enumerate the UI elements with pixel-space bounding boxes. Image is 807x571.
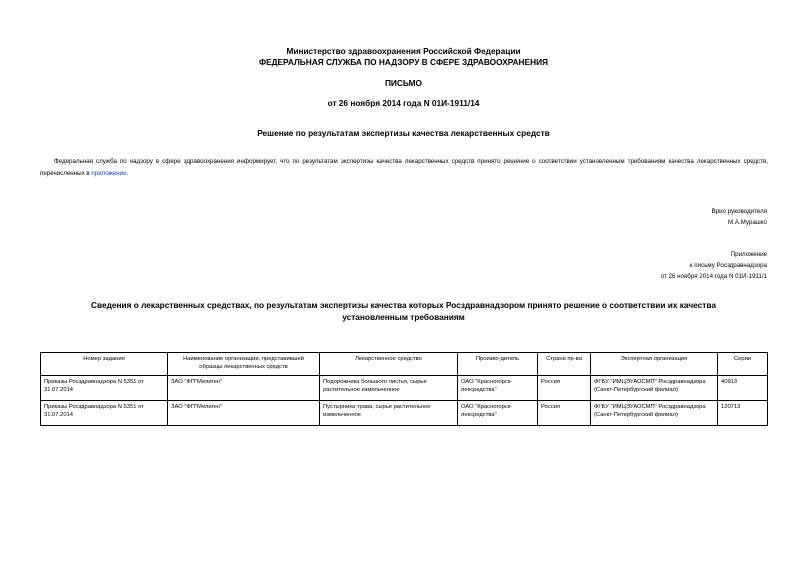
table-cell: ОАО "Красногорск-лексредства" xyxy=(458,376,538,401)
signatory-name: М.А.Мурашко xyxy=(727,219,767,226)
table-cell: ФГБУ "ИМЦЭУАОСМП" Росздравнадзора (Санкт-Петербургский филиал) xyxy=(591,401,718,426)
appendix-to-letter: к письму Росздравнадзора xyxy=(689,262,767,269)
table-cell: Россия xyxy=(538,376,591,401)
column-header: Страна пр-ва xyxy=(538,353,591,376)
column-header: Номер задания xyxy=(41,353,168,376)
table-cell: ФГБУ "ИМЦЭУАОСМП" Росздравнадзора (Санкт-Петербургский филиал) xyxy=(591,376,718,401)
letter-header xyxy=(0,46,807,68)
table-row xyxy=(41,401,768,426)
table-cell: Пустырника трава, сырье растительное измельченное xyxy=(320,401,458,426)
table-cell: ОАО "Красногорск-лексредства" xyxy=(458,401,538,426)
appendix-link[interactable]: приложении xyxy=(91,170,127,177)
table-cell: ЗАО "ФП"Мелиген" xyxy=(168,376,320,401)
signatory-position: Врио руководителя xyxy=(711,208,767,215)
letter-body xyxy=(40,156,768,180)
signature-block xyxy=(712,206,767,228)
appendix-title: Сведения о лекарственных средствах, по результатам экспертизы качества которых Росздравнадзором принято решение о соответствии их качества установленным требованиям xyxy=(91,300,716,322)
table-cell: 40913 xyxy=(718,376,768,401)
column-header: Экспертная организация xyxy=(591,353,718,376)
column-header: Произво-дитель xyxy=(458,353,538,376)
appendix-reference xyxy=(661,249,767,282)
ministry-name: Министерство здравоохранения Российской Федерации xyxy=(286,46,521,56)
table-cell: Приказы Росздравнадзора N 5351 от 31.07.2014 xyxy=(41,376,168,401)
document-subject: Решение по результатам экспертизы качества лекарственных средств xyxy=(257,128,550,138)
table-row xyxy=(41,376,768,401)
table-header-row xyxy=(41,353,768,376)
column-header: Наименование организации, представившей образцы лекарственных средств xyxy=(168,353,320,376)
column-header: Серии xyxy=(718,353,768,376)
document-type: ПИСЬМО xyxy=(384,78,423,88)
table-cell: Россия xyxy=(538,401,591,426)
appendix-date-number: от 26 ноября 2014 года N 01И-1911/1 xyxy=(660,273,767,280)
service-name: ФЕДЕРАЛЬНАЯ СЛУЖБА ПО НАДЗОРУ В СФЕРЕ ЗДРАВООХРАНЕНИЯ xyxy=(259,57,548,67)
table-cell: Приказы Росздравнадзора N 5351 от 31.07.2014 xyxy=(41,401,168,426)
body-text-end: . xyxy=(126,170,129,177)
appendix-label: Приложение xyxy=(730,251,767,258)
table-cell: 120713 xyxy=(718,401,768,426)
column-header: Лекарственное средство xyxy=(320,353,458,376)
body-text: Федеральная служба по надзору в сфере здравоохранения информирует, что по результатам экспертизы качества лекарственных средств принято решение о соответствии установленным требованиям качества лекарственных средств, перечисленных в xyxy=(40,158,768,177)
table-cell: ЗАО "ФП"Мелиген" xyxy=(168,401,320,426)
medicines-table xyxy=(40,352,768,426)
table-cell: Подорожника большого листья, сырье растительное измельченное xyxy=(320,376,458,401)
document-date-number: от 26 ноября 2014 года N 01И-1911/14 xyxy=(327,98,480,108)
